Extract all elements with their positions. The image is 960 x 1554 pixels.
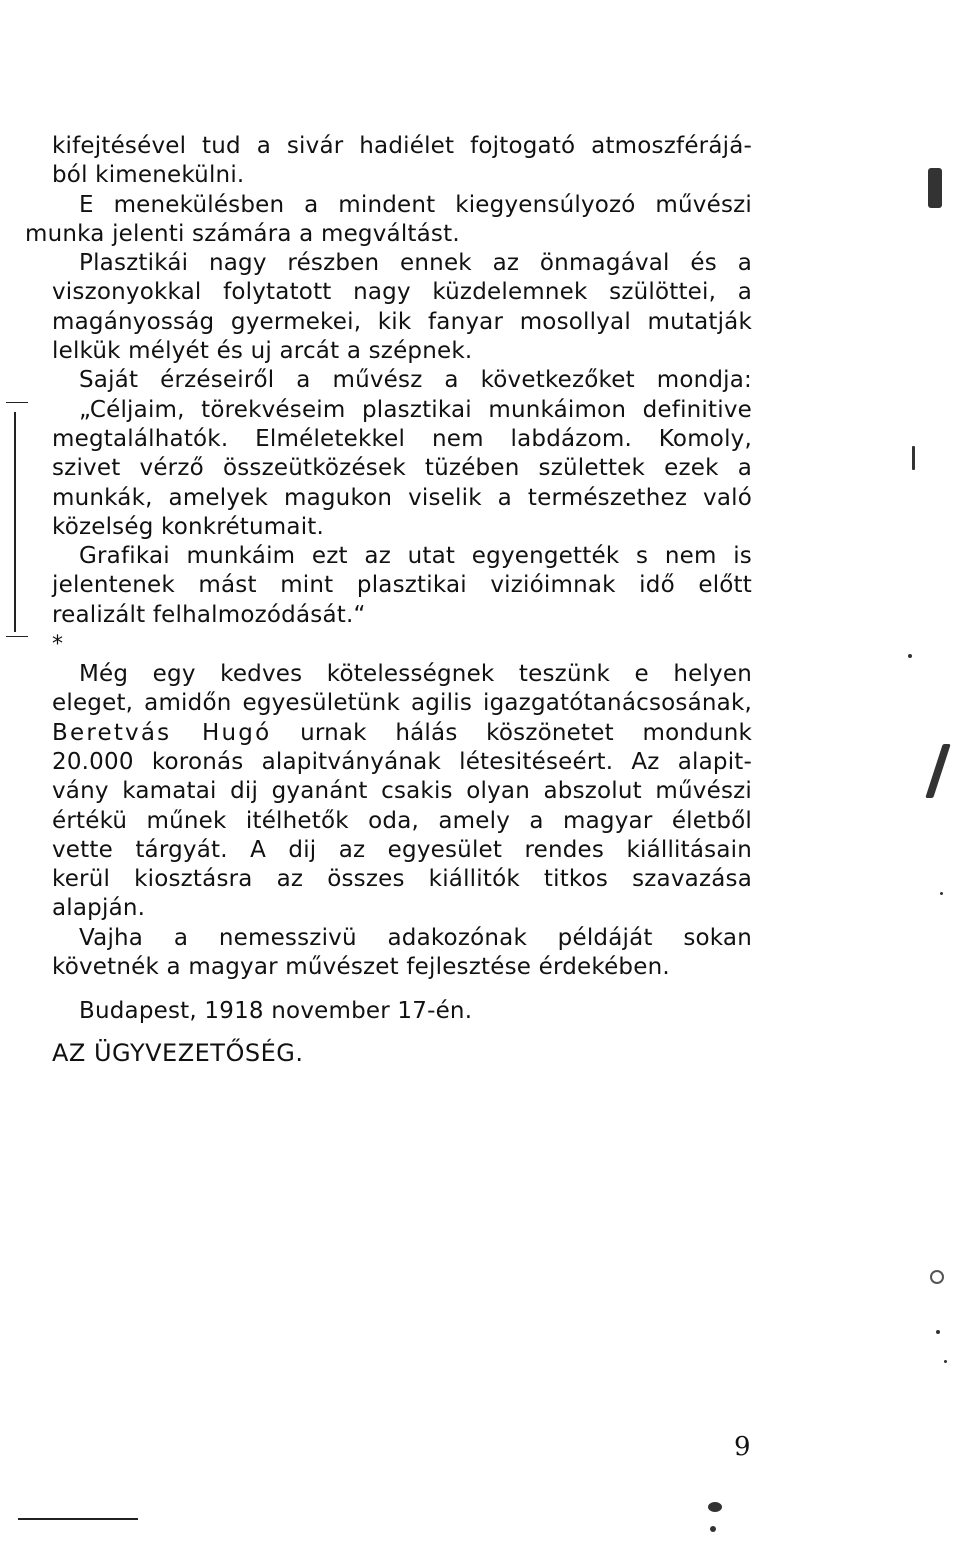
text-line: Plasztikái nagy részben ennek az önmagával és a	[79, 250, 752, 277]
text-line: „Céljaim, törekvéseim plasztikai munkáimon definitive	[79, 396, 752, 423]
page-number: 9	[734, 1432, 751, 1462]
paragraph	[52, 249, 752, 366]
text-line: ból kimenekülni.	[52, 162, 245, 189]
text-line: követnék a magyar művészet fejlesztése érdekében.	[52, 954, 670, 981]
scan-speck	[940, 892, 943, 895]
text-line: közelség konkrétumait.	[52, 513, 325, 540]
paragraph	[52, 924, 752, 983]
text-line: értékü műnek itélhetők oda, amely a magyar életből	[52, 807, 752, 834]
scan-speck	[925, 744, 951, 798]
paragraph	[52, 132, 752, 191]
quote-paragraph	[52, 396, 752, 542]
paragraph	[25, 191, 752, 250]
paragraph	[52, 660, 752, 924]
text-line: lelkük mélyét és uj arcát a szépnek.	[52, 338, 473, 365]
text-line: eleget, amidőn egyesületünk agilis igazgatótanácsosának,	[52, 690, 752, 717]
scan-speck	[930, 1270, 944, 1284]
scan-speck	[912, 446, 915, 470]
text-line: jelentenek mást mint plasztikai vizióimnak idő előtt	[52, 572, 752, 599]
text-line: megtalálhatók. Elméletekkel nem labdázom. Komoly,	[52, 425, 752, 452]
scan-speck	[936, 1330, 940, 1334]
scan-speck	[908, 654, 912, 658]
text-line: vány kamatai dij gyanánt csakis olyan abszolut művészi	[52, 778, 752, 805]
text-line: kerül kiosztásra az összes kiállitók titkos szavazása	[52, 866, 752, 893]
text-line: kifejtésével tud a sivár hadiélet fojtogató atmoszférájá-	[52, 133, 752, 159]
margin-rule	[14, 412, 16, 632]
text-line: viszonyokkal folytatott nagy küzdelemnek szülöttei, a	[52, 279, 752, 306]
text-line: realizált felhalmozódását.“	[52, 601, 366, 628]
body-text	[25, 132, 752, 1068]
text-line: munka jelenti számára a megváltást.	[25, 220, 460, 247]
text-line: szivet vérző összeütközések tüzében születtek ezek a	[52, 455, 752, 482]
scan-speck	[928, 168, 942, 208]
paragraph	[52, 366, 752, 395]
section-separator: *	[52, 632, 64, 658]
text-line: E menekülésben a mindent kiegyensúlyozó művészi	[79, 191, 752, 218]
quote-paragraph	[52, 542, 752, 630]
text-line: magányosság gyermekei, kik fanyar mosollyal mutatják	[52, 308, 752, 335]
donor-name: Beretvás Hugó	[52, 719, 272, 746]
scan-speck	[944, 1360, 947, 1363]
scan-speck	[708, 1502, 722, 1512]
text-line: Saját érzéseiről a művész a következőket mondja:	[79, 367, 752, 394]
text-line: alapján.	[52, 895, 146, 922]
text-line: Még egy kedves kötelességnek teszünk e helyen	[79, 661, 752, 688]
signature: AZ ÜGYVEZETŐSÉG.	[52, 1038, 304, 1067]
text-line: munkák, amelyek magukon viselik a természethez való	[52, 484, 752, 511]
text-line: Vajha a nemesszivü adakozónak példáját sokan	[79, 924, 752, 951]
text-line	[52, 719, 752, 748]
text-fragment: urnak hálás köszönetet mondunk	[300, 719, 752, 746]
margin-rule	[6, 636, 28, 637]
text-line: 20.000 koronás alapitványának létesitéseért. Az alapit-	[52, 748, 752, 775]
text-line: Grafikai munkáim ezt az utat egyengették s nem is	[79, 543, 752, 570]
scan-speck	[710, 1526, 716, 1532]
bottom-rule	[18, 1518, 138, 1520]
date-line: Budapest, 1918 november 17-én.	[79, 998, 473, 1025]
text-line: vette tárgyát. A dij az egyesület rendes kiállitásain	[52, 836, 752, 863]
margin-rule	[6, 402, 28, 403]
